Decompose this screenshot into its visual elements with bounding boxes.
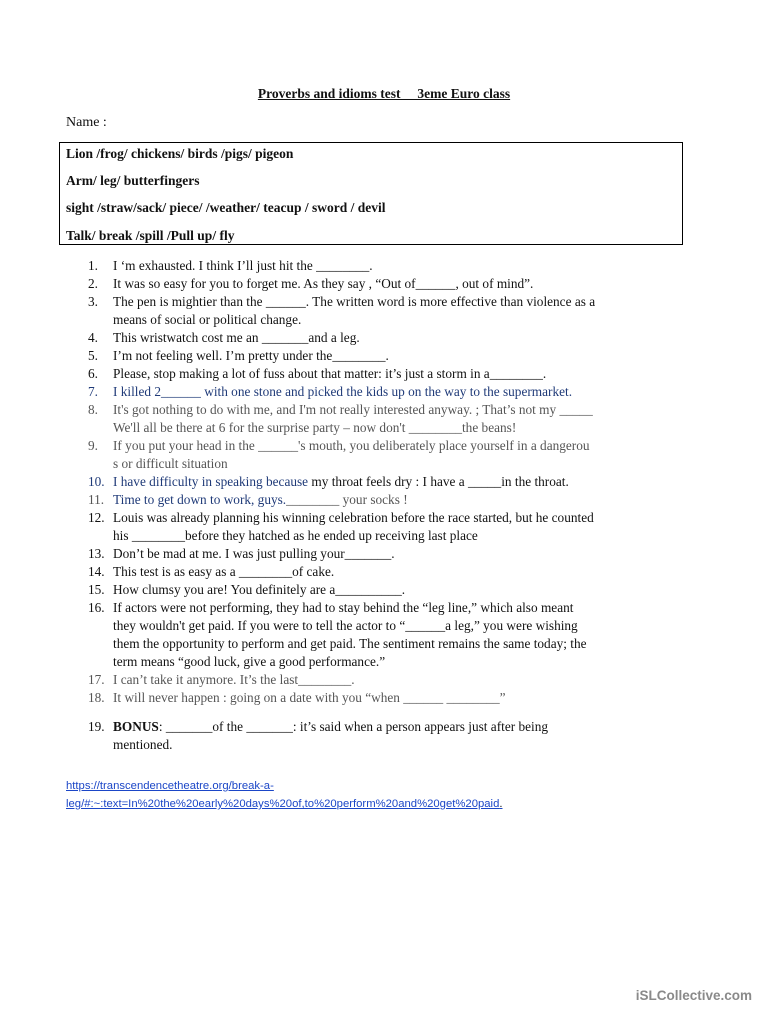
question-number: 2. [88,276,98,291]
question-5 [88,347,389,365]
question-number: 11. [88,492,105,507]
question-number: 3. [88,294,98,309]
question-text-continued: mentioned. [113,737,173,752]
question-13 [88,545,395,563]
question-text: I can’t take it anymore. It’s the last________. [113,672,355,687]
question-text: This test is as easy as a ________of cake. [113,564,335,579]
question-text: It will never happen : going on a date with you “when ______ ________” [113,690,506,705]
question-text-continued: means of social or political change. [113,312,302,327]
question-number: 16. [88,600,105,615]
question-17 [88,671,355,689]
question-text-continued: they wouldn't get paid. If you were to tell the actor to “______a leg,” you were wishing [113,618,578,633]
question-number: 12. [88,510,105,525]
question-2 [88,275,533,293]
bonus-label: BONUS [113,719,159,734]
question-19-bonus [88,718,549,752]
question-number: 7. [88,384,98,399]
question-text: How clumsy you are! You definitely are a__________. [113,582,406,597]
question-number: 14. [88,564,105,579]
question-text: Time to get down to work, guys. [113,492,287,507]
question-12 [88,509,594,543]
question-text: I’m not feeling well. I’m pretty under the________. [113,348,389,363]
question-text-end: : I have a _____in the throat. [412,474,569,489]
question-text: Don’t be mad at me. I was just pulling your_______. [113,546,395,561]
question-10 [88,473,569,491]
question-text: I killed 2______ with one stone and picked the kids up on the way to the supermarket. [113,384,573,399]
question-9 [88,437,590,471]
question-text: If you put your head in the ______'s mouth, you deliberately place yourself in a dangerou [113,438,590,453]
question-text-end: ________ your socks ! [286,492,408,507]
question-text: I ‘m exhausted. I think I’ll just hit the ________. [113,258,373,273]
question-number: 9. [88,438,98,453]
word-bank-line-animals: Lion /frog/ chickens/ birds /pigs/ pigeon [66,146,294,161]
name-label: Name : [66,115,107,130]
question-1 [88,257,373,275]
question-number: 13. [88,546,105,561]
question-number: 18. [88,690,105,705]
question-4 [88,329,360,347]
word-bank-line-body: Arm/ leg/ butterfingers [66,173,200,188]
question-number: 4. [88,330,98,345]
question-14 [88,563,334,581]
question-number: 8. [88,402,98,417]
question-11 [88,491,408,509]
page-title: Proverbs and idioms test 3eme Euro class [257,86,511,101]
question-text: It was so easy for you to forget me. As they say , “Out of______, out of mind”. [113,276,534,291]
question-text: Please, stop making a lot of fuss about that matter: it’s just a storm in a________. [113,366,547,381]
question-text: Louis was already planning his winning celebration before the race started, but he counted [113,510,594,525]
link-trailing-period: . [499,798,503,810]
word-bank-line-objects: sight /straw/sack/ piece/ /weather/ teacup / sword / devil [66,200,386,215]
watermark: iSLCollective.com [635,988,752,1003]
question-number: 19. [88,719,105,734]
source-link-line-2[interactable] [66,798,503,810]
question-text-continued: term means “good luck, give a good performance.” [113,654,386,669]
question-text-continued: his ________before they hatched as he ended up receiving last place [113,528,478,543]
source-link-text[interactable]: leg/#:~:text=In%20the%20early%20days%20of,to%20perform%20and%20get%20paid [66,798,500,810]
question-text: The pen is mightier than the ______. The written word is more effective than violence as a [113,294,596,309]
question-8 [88,401,593,435]
question-7 [88,383,572,401]
question-number: 10. [88,474,105,489]
question-text-continued: them the opportunity to perform and get paid. The sentiment remains the same today; the [113,636,587,651]
question-6 [88,365,546,383]
question-text: This wristwatch cost me an _______and a leg. [113,330,360,345]
question-16 [88,599,587,669]
question-text: It's got nothing to do with me, and I'm not really interested anyway. ; That’s not my _____ [113,402,593,417]
question-text-continued: We'll all be there at 6 for the surprise party – now don't ________the beans! [113,420,517,435]
question-text: : _______of the _______: it’s said when a person appears just after being [158,719,549,734]
question-text: If actors were not performing, they had to stay behind the “leg line,” which also meant [113,600,574,615]
question-number: 1. [88,258,98,273]
question-number: 6. [88,366,98,381]
question-number: 5. [88,348,98,363]
question-number: 17. [88,672,105,687]
question-text: I have difficulty in speaking because [113,474,312,489]
word-bank-line-verbs: Talk/ break /spill /Pull up/ fly [66,228,235,243]
question-3 [88,293,596,327]
question-text-continued: s or difficult situation [113,456,228,471]
source-link-line-1[interactable]: https://transcendencetheatre.org/break-a- [66,780,274,792]
question-15 [88,581,405,599]
question-18 [88,689,506,707]
question-text-highlight: my throat feels dry [311,474,413,489]
question-number: 15. [88,582,105,597]
